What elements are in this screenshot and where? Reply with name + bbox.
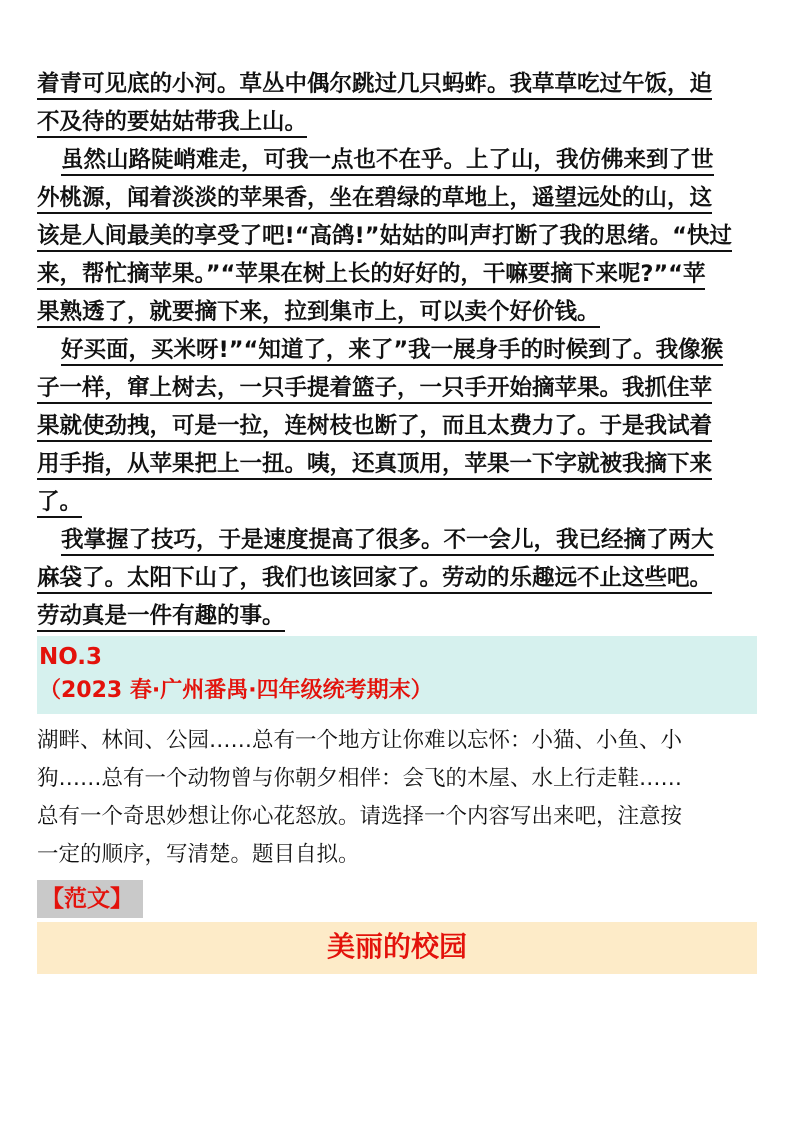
essay-line-text: 子一样，窜上树去，一只手提着篮子，一只手开始摘苹果。我抓住苹 xyxy=(37,375,712,404)
essay-line xyxy=(37,598,757,636)
essay-line-text: 劳动真是一件有趣的事。 xyxy=(37,603,285,632)
essay-line xyxy=(37,66,757,104)
essay-line-text: 果就使劲拽，可是一拉，连树枝也断了，而且太费力了。于是我试着 xyxy=(37,413,712,442)
essay-line-text: 不及待的要姑姑带我上山。 xyxy=(37,109,307,138)
section-source: （2023 春·广州番禺·四年级统考期末） xyxy=(39,678,433,703)
essay-line xyxy=(37,522,757,560)
essay-line-text: 果熟透了，就要摘下来，拉到集市上，可以卖个好价钱。 xyxy=(37,299,600,328)
section-header xyxy=(37,636,757,714)
essay-line-text: 虽然山路陡峭难走，可我一点也不在乎。上了山，我仿佛来到了世 xyxy=(61,147,714,176)
essay-line xyxy=(37,370,757,408)
prompt-line: 总有一个奇思妙想让你心花怒放。请选择一个内容写出来吧，注意按 xyxy=(37,804,683,829)
essay-line-text: 来，帮忙摘苹果。”“苹果在树上长的好好的，干嘛要摘下来呢?”“苹 xyxy=(37,261,705,290)
essay-line xyxy=(37,484,757,522)
essay-line-text: 用手指，从苹果把上一扭。咦，还真顶用，苹果一下字就被我摘下来 xyxy=(37,451,712,480)
essay-line-text: 外桃源，闻着淡淡的苹果香，坐在碧绿的草地上，遥望远处的山，这 xyxy=(37,185,712,214)
writing-prompt xyxy=(37,722,757,874)
essay-line-text: 好买面，买米呀!”“知道了，来了”我一展身手的时候到了。我像猴 xyxy=(61,337,723,366)
essay-line xyxy=(37,256,757,294)
section-number: NO.3 xyxy=(39,644,103,670)
essay-line xyxy=(37,560,757,598)
essay-continuation xyxy=(37,66,757,636)
essay-line-text: 着青可见底的小河。草丛中偶尔跳过几只蚂蚱。我草草吃过午饭，迫 xyxy=(37,71,712,100)
essay-line xyxy=(37,218,757,256)
essay-line-text: 了。 xyxy=(37,489,82,518)
document-page xyxy=(37,66,757,974)
essay-line xyxy=(37,408,757,446)
essay-line-text: 我掌握了技巧，于是速度提高了很多。不一会儿，我已经摘了两大 xyxy=(61,527,714,556)
prompt-line: 一定的顺序，写清楚。题目自拟。 xyxy=(37,842,360,867)
essay-title: 美丽的校园 xyxy=(37,922,757,974)
essay-line xyxy=(37,294,757,332)
model-essay-label: 【范文】 xyxy=(37,880,143,918)
prompt-line: 湖畔、林间、公园……总有一个地方让你难以忘怀：小猫、小鱼、小 xyxy=(37,728,683,753)
essay-line xyxy=(37,180,757,218)
prompt-line: 狗……总有一个动物曾与你朝夕相伴：会飞的木屋、水上行走鞋…… xyxy=(37,766,683,791)
essay-line xyxy=(37,446,757,484)
essay-line xyxy=(37,332,757,370)
essay-line-text: 该是人间最美的享受了吧!“高鸽!”姑姑的叫声打断了我的思绪。“快过 xyxy=(37,223,732,252)
essay-line xyxy=(37,142,757,180)
essay-line xyxy=(37,104,757,142)
essay-line-text: 麻袋了。太阳下山了，我们也该回家了。劳动的乐趣远不止这些吧。 xyxy=(37,565,712,594)
